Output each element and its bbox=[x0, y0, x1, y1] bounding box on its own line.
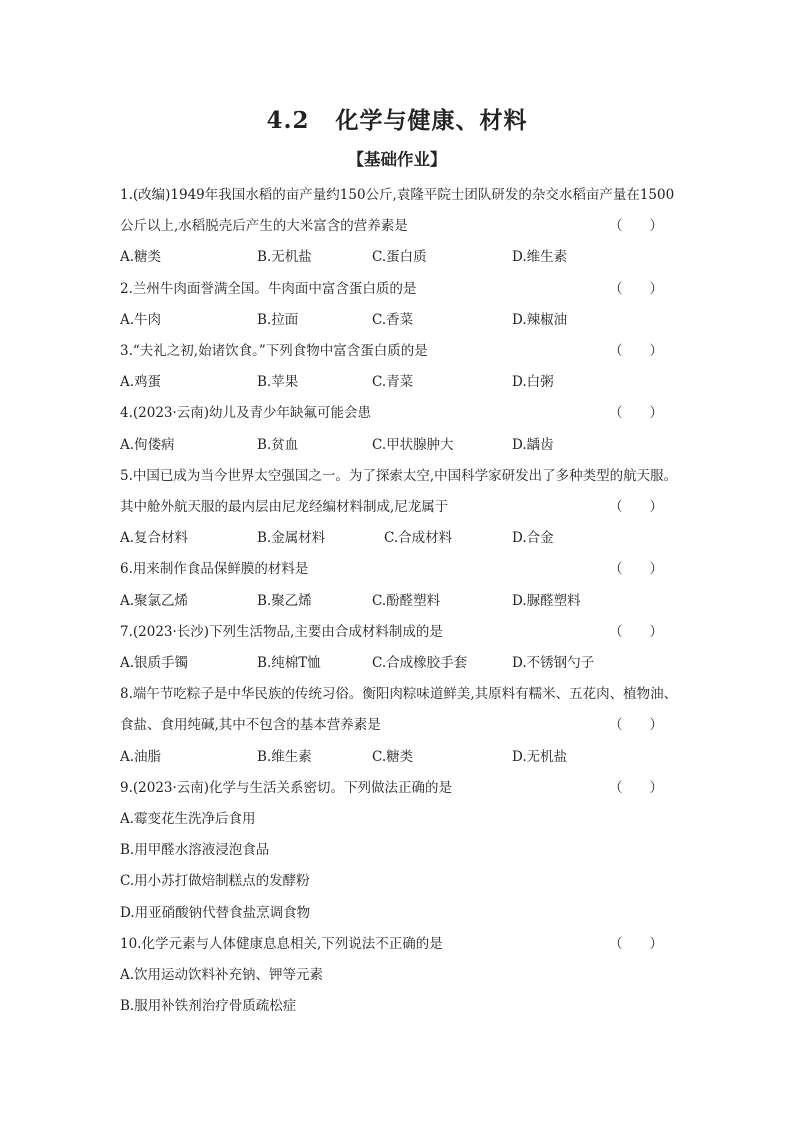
answer-blank-7: （ ） bbox=[609, 624, 663, 640]
question-4-line-1: 4.(2023·云南)幼儿及青少年缺氟可能会患 bbox=[120, 405, 372, 421]
question-1-line-1: 1.(改编)1949年我国水稻的亩产量约150公斤,袁隆平院士团队研发的杂交水稻亩产量在1500 bbox=[120, 187, 675, 203]
question-3-line-1: 3.“夫礼之初,始诸饮食。”下列食物中富含蛋白质的是 bbox=[120, 343, 428, 359]
option-2d: D.辣椒油 bbox=[512, 312, 568, 328]
option-2c: C.香菜 bbox=[372, 312, 414, 328]
title-text: 化学与健康、材料 bbox=[335, 107, 528, 134]
option-9b: B.用甲醛水溶液浸泡食品 bbox=[120, 842, 270, 858]
option-6a: A.聚氯乙烯 bbox=[120, 593, 189, 609]
option-4d: D.龋齿 bbox=[512, 437, 554, 453]
page-title bbox=[0, 102, 794, 135]
option-8b: B.维生素 bbox=[257, 749, 312, 765]
section-number: 4.2 bbox=[266, 107, 310, 134]
answer-blank-2: （ ） bbox=[609, 281, 663, 297]
answer-blank-5: （ ） bbox=[609, 499, 663, 515]
option-6b: B.聚乙烯 bbox=[257, 593, 312, 609]
option-5a: A.复合材料 bbox=[120, 530, 189, 546]
option-3c: C.青菜 bbox=[372, 374, 414, 390]
answer-blank-1: （ ） bbox=[609, 218, 663, 234]
option-4b: B.贫血 bbox=[257, 437, 299, 453]
option-6c: C.酚醛塑料 bbox=[372, 593, 441, 609]
option-10a: A.饮用运动饮料补充钠、钾等元素 bbox=[120, 967, 324, 983]
question-8-line-2: 食盐、食用纯碱,其中不包含的基本营养素是 bbox=[120, 717, 381, 733]
option-9d: D.用亚硝酸钠代替食盐烹调食物 bbox=[120, 905, 311, 921]
answer-blank-6: （ ） bbox=[609, 561, 663, 577]
option-3a: A.鸡蛋 bbox=[120, 374, 162, 390]
option-7d: D.不锈钢勺子 bbox=[512, 655, 595, 671]
option-2a: A.牛肉 bbox=[120, 312, 162, 328]
answer-blank-4: （ ） bbox=[609, 405, 663, 421]
question-7-line-1: 7.(2023·长沙)下列生活物品,主要由合成材料制成的是 bbox=[120, 624, 443, 640]
question-9-line-1: 9.(2023·云南)化学与生活关系密切。下列做法正确的是 bbox=[120, 780, 453, 796]
option-6d: D.脲醛塑料 bbox=[512, 593, 581, 609]
option-9a: A.霉变花生洗净后食用 bbox=[120, 811, 256, 827]
question-1-line-2: 公斤以上,水稻脱壳后产生的大米富含的营养素是 bbox=[120, 218, 408, 234]
option-10b: B.服用补铁剂治疗骨质疏松症 bbox=[120, 998, 297, 1014]
question-2-line-1: 2.兰州牛肉面誉满全国。牛肉面中富含蛋白质的是 bbox=[120, 281, 417, 297]
section-heading: 【基础作业】 bbox=[347, 150, 447, 169]
option-1c: C.蛋白质 bbox=[372, 249, 427, 265]
option-7b: B.纯棉T恤 bbox=[257, 655, 321, 671]
option-3b: B.苹果 bbox=[257, 374, 299, 390]
option-8d: D.无机盐 bbox=[512, 749, 568, 765]
option-1b: B.无机盐 bbox=[257, 249, 312, 265]
answer-blank-9: （ ） bbox=[609, 780, 663, 796]
option-2b: B.拉面 bbox=[257, 312, 299, 328]
option-5c: C.合成材料 bbox=[384, 530, 453, 546]
question-6-line-1: 6.用来制作食品保鲜膜的材料是 bbox=[120, 561, 309, 577]
option-7c: C.合成橡胶手套 bbox=[372, 655, 468, 671]
option-1d: D.维生素 bbox=[512, 249, 568, 265]
option-4c: C.甲状腺肿大 bbox=[372, 437, 454, 453]
option-4a: A.佝偻病 bbox=[120, 437, 175, 453]
answer-blank-3: （ ） bbox=[609, 343, 663, 359]
question-10-line-1: 10.化学元素与人体健康息息相关,下列说法不正确的是 bbox=[120, 936, 443, 952]
option-9c: C.用小苏打做焙制糕点的发酵粉 bbox=[120, 873, 310, 889]
option-7a: A.银质手镯 bbox=[120, 655, 189, 671]
question-5-line-2: 其中舱外航天服的最内层由尼龙经编材料制成,尼龙属于 bbox=[120, 499, 449, 515]
option-1a: A.糖类 bbox=[120, 249, 162, 265]
option-8c: C.糖类 bbox=[372, 749, 414, 765]
answer-blank-10: （ ） bbox=[609, 936, 663, 952]
option-5b: B.金属材料 bbox=[257, 530, 326, 546]
option-5d: D.合金 bbox=[512, 530, 554, 546]
question-8-line-1: 8.端午节吃粽子是中华民族的传统习俗。衡阳肉粽味道鲜美,其原料有糯米、五花肉、植物油、 bbox=[120, 686, 678, 702]
option-8a: A.油脂 bbox=[120, 749, 162, 765]
option-3d: D.白粥 bbox=[512, 374, 554, 390]
answer-blank-8: （ ） bbox=[609, 717, 663, 733]
question-5-line-1: 5.中国已成为当今世界太空强国之一。为了探索太空,中国科学家研发出了多种类型的航天服。 bbox=[120, 468, 678, 484]
